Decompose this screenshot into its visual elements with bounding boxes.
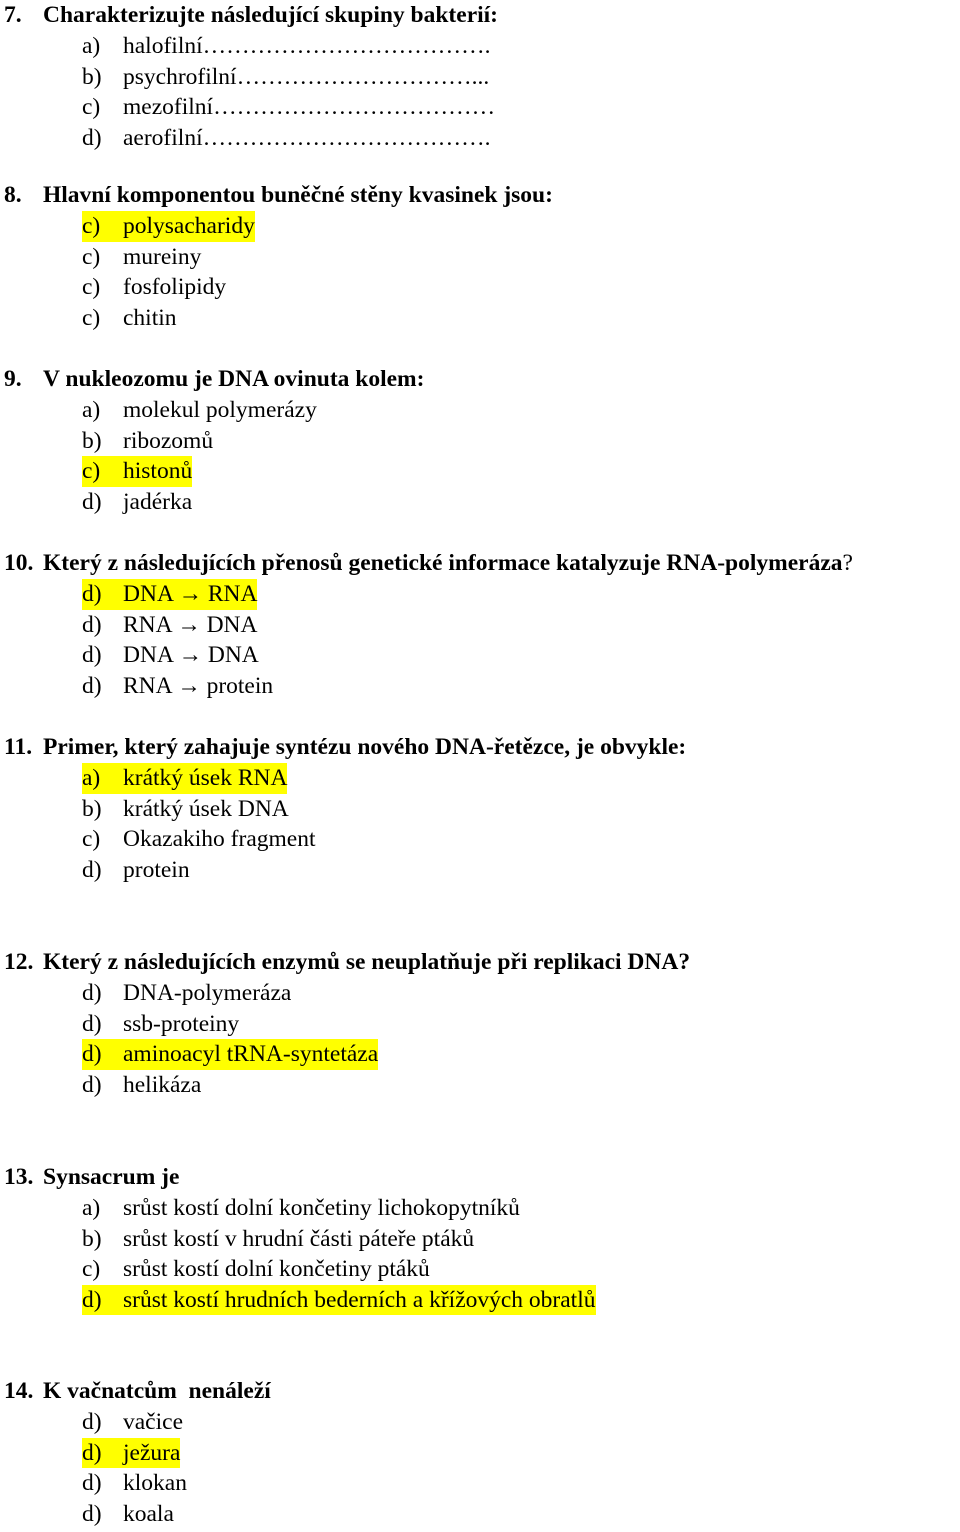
question-number: 9. (4, 366, 22, 392)
option-text: protein (123, 856, 190, 883)
question-heading (0, 180, 960, 211)
question-mark: ? (842, 550, 853, 576)
question-number: 14. (4, 1378, 34, 1404)
option-text: vačice (123, 1409, 184, 1435)
option-text: RNA → DNA (123, 611, 258, 638)
question-heading (0, 1376, 960, 1407)
answer-option (0, 978, 960, 1009)
question-text: Který z následujících přenosů genetické informace katalyzuje RNA-polymeráza (43, 550, 843, 576)
option-text: klokan (123, 1470, 187, 1497)
answer-option (0, 123, 960, 154)
answer-option (0, 92, 960, 123)
answer-option (0, 579, 960, 610)
question-heading (0, 364, 960, 395)
option-letter: d) (82, 611, 102, 638)
option-letter: d) (82, 642, 102, 669)
answer-option (0, 671, 960, 702)
option-text: koala (123, 1500, 174, 1527)
option-text: polysacharidy (123, 213, 255, 239)
question-7 (0, 0, 960, 153)
option-text: helikáza (123, 1071, 202, 1098)
option-letter: d) (82, 672, 102, 699)
question-14 (0, 1376, 960, 1529)
option-text: chitin (123, 304, 177, 331)
question-number: 12. (4, 949, 34, 975)
question-text: K vačnatcům nenáleží (43, 1378, 271, 1404)
question-number: 13. (4, 1164, 34, 1190)
answer-option (0, 855, 960, 886)
option-letter: b) (82, 1225, 102, 1252)
question-12 (0, 947, 960, 1100)
answer-option (0, 242, 960, 273)
answer-option (0, 272, 960, 303)
answer-option (0, 456, 960, 487)
option-letter: d) (82, 980, 102, 1006)
answer-option (0, 1468, 960, 1499)
option-letter: a) (82, 33, 101, 59)
question-number: 10. (4, 550, 34, 576)
question-heading (0, 0, 960, 31)
option-letter: d) (82, 1286, 102, 1313)
option-letter: c) (82, 458, 101, 485)
option-letter: a) (82, 1195, 101, 1221)
answer-blank: …………………………... (236, 63, 490, 90)
answer-option (0, 1285, 960, 1316)
answer-option (0, 1070, 960, 1101)
question-number: 11. (4, 734, 33, 760)
option-text: srůst kostí hrudních bederních a křížových obratlů (123, 1286, 596, 1313)
option-letter: c) (82, 94, 101, 121)
answer-option (0, 794, 960, 825)
question-13 (0, 1162, 960, 1315)
answer-option (0, 824, 960, 855)
option-text: jadérka (123, 488, 193, 515)
answer-blank: ……………………………… (213, 94, 496, 121)
option-text: molekul polymerázy (123, 397, 317, 423)
option-text: DNA → DNA (123, 642, 259, 669)
question-9 (0, 364, 960, 517)
answer-option (0, 211, 960, 242)
option-text: krátký úsek RNA (123, 765, 288, 791)
option-letter: d) (82, 1409, 102, 1435)
option-text: ježura (123, 1439, 181, 1466)
question-11 (0, 732, 960, 885)
option-text: Okazakiho fragment (123, 826, 316, 853)
answer-option (0, 31, 960, 62)
option-text: mezofilní (123, 94, 214, 121)
option-letter: c) (82, 1256, 101, 1283)
option-letter: d) (82, 124, 102, 151)
option-letter: b) (82, 63, 102, 90)
option-text: RNA → protein (123, 672, 274, 699)
answer-option (0, 1407, 960, 1438)
option-text: srůst kostí dolní končetiny ptáků (123, 1256, 430, 1283)
option-letter: d) (82, 1470, 102, 1497)
option-text: fosfolipidy (123, 274, 227, 301)
option-letter: a) (82, 765, 101, 791)
question-heading (0, 1162, 960, 1193)
question-10 (0, 548, 960, 701)
option-text: srůst kostí v hrudní části páteře ptáků (123, 1225, 475, 1252)
question-heading (0, 947, 960, 978)
answer-option (0, 1438, 960, 1469)
option-letter: d) (82, 488, 102, 515)
answer-option (0, 1254, 960, 1285)
answer-option (0, 426, 960, 457)
answer-option (0, 1193, 960, 1224)
option-text: DNA-polymeráza (123, 980, 292, 1006)
option-letter: b) (82, 795, 102, 822)
option-letter: d) (82, 1500, 102, 1527)
option-text: krátký úsek DNA (123, 795, 289, 822)
answer-option (0, 395, 960, 426)
option-letter: d) (82, 1439, 102, 1466)
option-text: ribozomů (123, 427, 214, 454)
answer-option (0, 1039, 960, 1070)
answer-option (0, 1224, 960, 1255)
option-letter: d) (82, 1071, 102, 1098)
question-text: Primer, který zahajuje syntézu nového DNA-řetězce, je obvykle: (43, 734, 687, 760)
option-text: mureiny (123, 243, 202, 270)
question-text: V nukleozomu je DNA ovinuta kolem: (43, 366, 425, 392)
option-letter: d) (82, 581, 102, 607)
option-letter: d) (82, 856, 102, 883)
option-text: psychrofilní (123, 63, 237, 90)
option-letter: b) (82, 427, 102, 454)
answer-option (0, 487, 960, 518)
option-letter: c) (82, 826, 101, 853)
option-text: ssb-proteiny (123, 1010, 240, 1037)
option-letter: d) (82, 1041, 102, 1068)
option-text: DNA → RNA (123, 581, 258, 607)
answer-option (0, 1009, 960, 1040)
answer-option (0, 610, 960, 641)
question-text: Který z následujících enzymů se neuplatňuje při replikaci DNA? (43, 949, 691, 975)
question-text: Hlavní komponentou buněčné stěny kvasinek jsou: (43, 182, 553, 208)
option-text: halofilní (123, 33, 203, 59)
question-number: 8. (4, 182, 22, 208)
question-heading (0, 548, 960, 579)
answer-option (0, 640, 960, 671)
question-8 (0, 180, 960, 333)
option-text: histonů (123, 458, 193, 485)
option-text: aminoacyl tRNA-syntetáza (123, 1041, 379, 1068)
answer-blank: ………………………………. (202, 124, 491, 151)
option-letter: d) (82, 1010, 102, 1037)
option-letter: c) (82, 274, 101, 301)
option-letter: c) (82, 304, 101, 331)
answer-option (0, 303, 960, 334)
answer-blank: ………………………………. (202, 33, 491, 59)
answer-option (0, 62, 960, 93)
question-text: Synsacrum je (43, 1164, 180, 1190)
answer-option (0, 763, 960, 794)
option-letter: a) (82, 397, 101, 423)
option-text: srůst kostí dolní končetiny lichokopytníků (123, 1195, 520, 1221)
question-heading (0, 732, 960, 763)
option-letter: c) (82, 243, 101, 270)
question-text: Charakterizujte následující skupiny bakterií: (43, 2, 499, 28)
option-text: aerofilní (123, 124, 203, 151)
question-number: 7. (4, 2, 22, 28)
answer-option (0, 1499, 960, 1530)
option-letter: c) (82, 213, 101, 239)
